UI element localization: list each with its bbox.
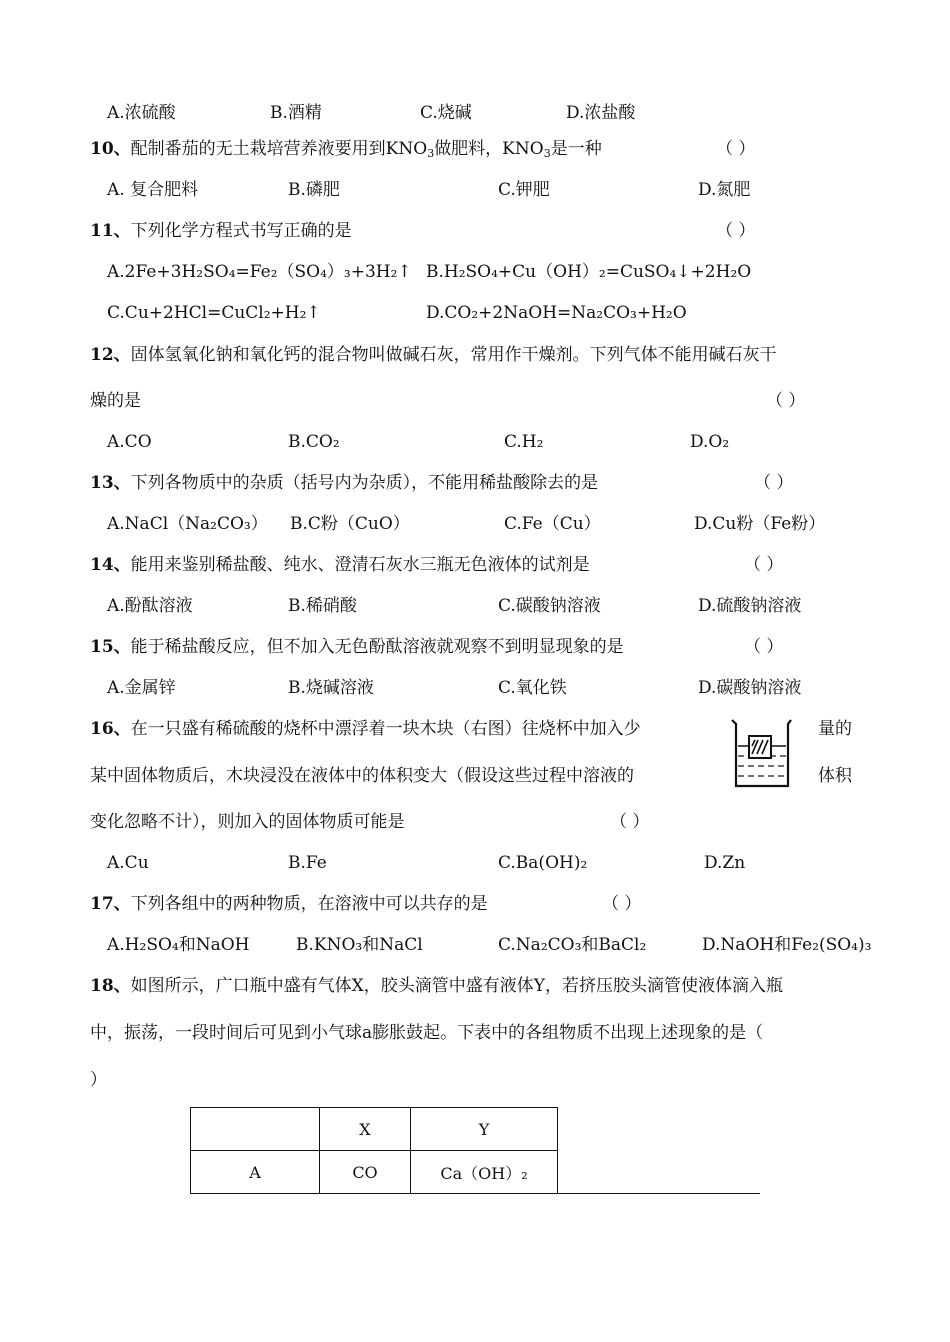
- q18-number: 18、: [90, 976, 131, 996]
- q10-answer-paren: （ ）: [716, 139, 756, 159]
- q11-answer-paren: （ ）: [716, 221, 756, 241]
- q15-option-c: C.氧化铁: [498, 678, 567, 698]
- beaker-with-wood-block-figure: [728, 716, 794, 790]
- q11-option-d: D.CO₂+2NaOH=Na₂CO₃+H₂O: [426, 303, 687, 323]
- q16-stem-line3: [0, 808, 950, 836]
- q12-stem-2: 燥的是: [90, 391, 141, 411]
- q11-option-b: B.H₂SO₄+Cu（OH）₂=CuSO₄↓+2H₂O: [426, 262, 752, 282]
- q17-option-b: B.KNO₃和NaCl: [296, 935, 423, 955]
- q9-option-c: C.烧碱: [420, 103, 472, 123]
- q10-option-a: A. 复合肥料: [107, 180, 199, 200]
- q16-option-a: A.Cu: [107, 853, 149, 873]
- q17-number: 17、: [90, 894, 131, 914]
- q16-number: 16、: [90, 719, 131, 739]
- q10-text: [90, 135, 602, 163]
- q16-stem-line2: [0, 762, 950, 790]
- q11-option-c: C.Cu+2HCl=CuCl₂+H₂↑: [107, 303, 321, 323]
- q10-stem-c: 是一种: [550, 139, 602, 159]
- q17-answer-paren: （ ）: [602, 894, 642, 914]
- q15-option-a: A.金属锌: [107, 678, 176, 698]
- q15-option-b: B.烧碱溶液: [288, 678, 374, 698]
- q18-stem-line2: [0, 1019, 950, 1047]
- q10-sub2: 3: [543, 147, 551, 160]
- q12-number: 12、: [90, 345, 131, 365]
- q12-options: [0, 428, 950, 456]
- q13-number: 13、: [90, 473, 131, 493]
- q14-stem: [0, 551, 950, 579]
- table-bottom-rule-extension: [556, 1193, 760, 1194]
- q12-option-a: A.CO: [107, 432, 152, 452]
- table-header-y: Y: [411, 1108, 558, 1151]
- q13-option-d: D.Cu粉（Fe粉）: [694, 514, 826, 534]
- q15-number: 15、: [90, 637, 131, 657]
- q17-options: [0, 931, 950, 959]
- q14-options: [0, 592, 950, 620]
- q17-text: [90, 890, 488, 918]
- q14-option-b: B.稀硝酸: [288, 596, 357, 616]
- q13-option-b: B.C粉（CuO）: [290, 514, 410, 534]
- q10-sub1: 3: [427, 147, 435, 160]
- table-cell-option: A: [191, 1151, 320, 1194]
- q13-option-c: C.Fe（Cu）: [504, 514, 601, 534]
- q17-option-a: A.H₂SO₄和NaOH: [107, 935, 250, 955]
- q18-stem-2: 中，振荡，一段时间后可见到小气球a膨胀鼓起。下表中的各组物质不出现上述现象的是（: [90, 1023, 764, 1043]
- q12-stem-line2: [0, 387, 950, 415]
- q12-stem-1: 固体氢氧化钠和氧化钙的混合物叫做碱石灰，常用作干燥剂。下列气体不能用碱石灰干: [130, 345, 777, 365]
- q13-stem: [0, 469, 950, 497]
- q14-text: [90, 551, 590, 579]
- q16-text: [90, 715, 641, 743]
- table-header-row: [191, 1108, 558, 1151]
- q12-option-c: C.H₂: [504, 432, 544, 452]
- q10-stem-a: 配制番茄的无土栽培营养液要用到KNO: [130, 139, 428, 159]
- table-cell-y: Ca（OH）₂: [411, 1151, 558, 1194]
- q14-number: 14、: [90, 555, 131, 575]
- q17-option-c: C.Na₂CO₃和BaCl₂: [498, 935, 647, 955]
- q16-stem-1b: 量的: [818, 719, 852, 739]
- q16-stem-2a: 某中固体物质后，木块浸没在液体中的体积变大（假设这些过程中溶液的: [90, 766, 634, 786]
- q12-option-d: D.O₂: [690, 432, 730, 452]
- q9-options: [0, 99, 950, 127]
- q12-stem-line1: [0, 341, 950, 369]
- q14-answer-paren: （ ）: [744, 555, 784, 575]
- q17-option-d: D.NaOH和Fe₂(SO₄)₃: [702, 935, 872, 955]
- q17-stem-text: 下列各组中的两种物质，在溶液中可以共存的是: [130, 894, 488, 914]
- q10-stem: [0, 135, 950, 163]
- q16-answer-paren: （ ）: [610, 812, 650, 832]
- q13-answer-paren: （ ）: [754, 473, 794, 493]
- table-header-x: X: [320, 1108, 411, 1151]
- q13-options: [0, 510, 950, 538]
- q14-stem-text: 能用来鉴别稀盐酸、纯水、澄清石灰水三瓶无色液体的试剂是: [130, 555, 590, 575]
- q10-option-b: B.磷肥: [288, 180, 340, 200]
- q16-stem-3: 变化忽略不计），则加入的固体物质可能是: [90, 812, 405, 832]
- q10-option-d: D.氮肥: [698, 180, 751, 200]
- q13-stem-text: 下列各物质中的杂质（括号内为杂质），不能用稀盐酸除去的是: [130, 473, 599, 493]
- q15-option-d: D.碳酸钠溶液: [698, 678, 802, 698]
- q13-option-a: A.NaCl（Na₂CO₃）: [107, 514, 268, 534]
- table-cell-x: CO: [320, 1151, 411, 1194]
- q18-stem-1: 如图所示，广口瓶中盛有气体X，胶头滴管中盛有液体Y，若挤压胶头滴管使液体滴入瓶: [130, 976, 783, 996]
- table-row: [191, 1151, 558, 1194]
- q18-stem-3: ）: [90, 1070, 107, 1090]
- q9-option-b: B.酒精: [270, 103, 322, 123]
- q15-stem: [0, 633, 950, 661]
- q11-stem: [0, 217, 950, 245]
- q18-stem-line1: [0, 972, 950, 1000]
- q12-answer-paren: （ ）: [766, 391, 806, 411]
- q16-option-d: D.Zn: [704, 853, 746, 873]
- q16-stem-2b: 体积: [818, 766, 852, 786]
- q11-number: 11、: [90, 221, 131, 241]
- q11-text: [90, 217, 352, 245]
- q12-text: [90, 341, 777, 369]
- q10-option-c: C.钾肥: [498, 180, 550, 200]
- q14-option-d: D.硫酸钠溶液: [698, 596, 802, 616]
- q18-table: [190, 1107, 558, 1194]
- q11-options-row1: [0, 258, 950, 286]
- q11-stem-text: 下列化学方程式书写正确的是: [130, 221, 352, 241]
- q11-options-row2: [0, 299, 950, 327]
- q15-answer-paren: （ ）: [744, 637, 784, 657]
- q10-stem-b: 做肥料，KNO: [434, 139, 544, 159]
- table-header-blank: [191, 1108, 320, 1151]
- q18-stem-line3: [0, 1066, 950, 1094]
- q10-options: [0, 176, 950, 204]
- q16-stem-1a: 在一只盛有稀硫酸的烧杯中漂浮着一块木块（右图）往烧杯中加入少: [130, 719, 641, 739]
- q15-text: [90, 633, 624, 661]
- q13-text: [90, 469, 598, 497]
- q14-option-c: C.碳酸钠溶液: [498, 596, 601, 616]
- q9-option-a: A.浓硫酸: [107, 103, 176, 123]
- q15-stem-text: 能于稀盐酸反应，但不加入无色酚酞溶液就观察不到明显现象的是: [130, 637, 624, 657]
- q12-option-b: B.CO₂: [288, 432, 340, 452]
- q10-number: 10、: [90, 139, 131, 159]
- q14-option-a: A.酚酞溶液: [107, 596, 193, 616]
- q16-options: [0, 849, 950, 877]
- q16-option-b: B.Fe: [288, 853, 327, 873]
- q18-text: [90, 972, 783, 1000]
- q15-options: [0, 674, 950, 702]
- q11-option-a: A.2Fe+3H₂SO₄=Fe₂（SO₄）₃+3H₂↑: [107, 262, 412, 282]
- q9-option-d: D.浓盐酸: [566, 103, 636, 123]
- q16-option-c: C.Ba(OH)₂: [498, 853, 588, 873]
- q17-stem: [0, 890, 950, 918]
- q16-stem-line1: [0, 715, 950, 743]
